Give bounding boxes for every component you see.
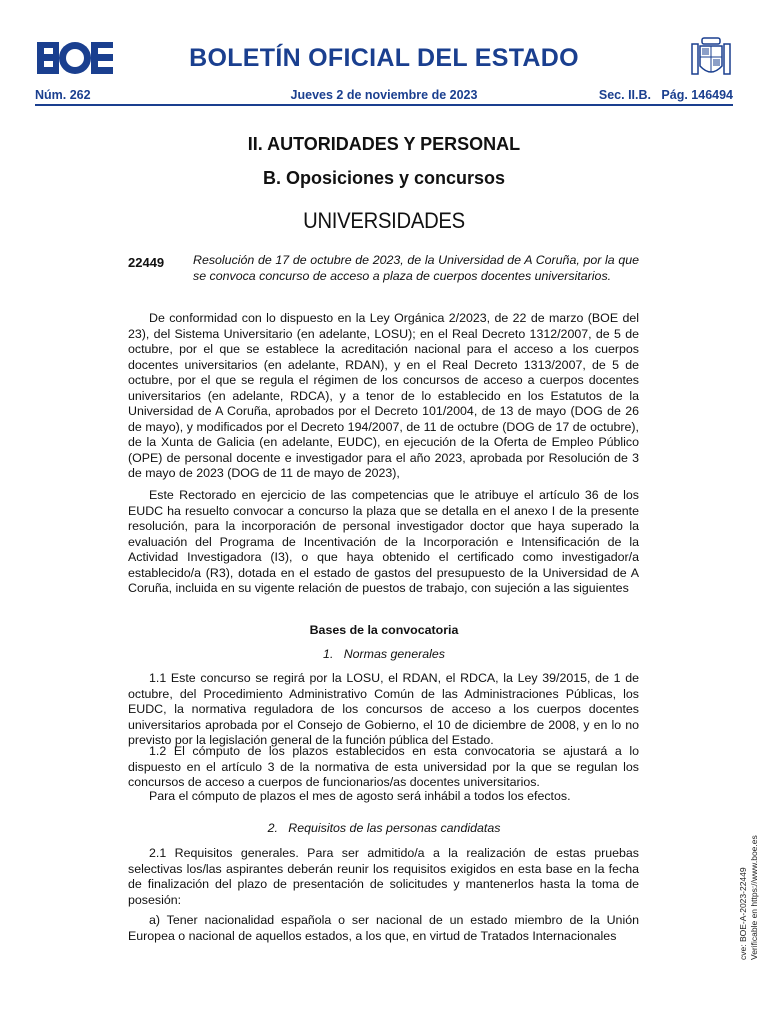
section-2-title: 2. Requisitos de las personas candidatas — [267, 821, 501, 835]
issue-date: Jueves 2 de noviembre de 2023 — [290, 88, 478, 102]
body-paragraph: Este Rectorado en ejercicio de las competencias que le atribuye el artículo 36 de los EUDC ha resuelto convocar a concurso la plaza que se detalla en el anexo I de la presente resolución, para la incorporación de personal investigador doctor que haya superado la evaluación del Programa de Incentivación de la Incorporación e Intensificación de la Actividad Investigadora (I3), o que haya obtenido el certificado como investigador/a establecido/a (R3), dotada en el estado de gastos del presupuesto de la Universidad de A Coruña, incluida en su vigente relación de puestos de trabajo, con sujeción a las siguientes — [128, 488, 639, 595]
subsection-heading: B. Oposiciones y concursos — [262, 168, 506, 188]
body-paragraph: De conformidad con lo dispuesto en la Ley Orgánica 2/2023, de 22 de marzo (BOE del 23), del Sistema Universitario (en adelante, LOSU); en el Real Decreto 1312/2007, de 5 de octubre, por el que se establece la acreditación nacional para el acceso a los cuerpos docentes universitarios (en adelante, RDAN), y en el Real Decreto 1313/2007, de 5 de octubre, por el que se regula el régimen de los concursos de acceso a cuerpos docentes universitarios (en adelante, RDCA), y a tenor de lo establecido en los Estatutos de la Universidad de A Coruña, aprobados por el Decreto 101/2004, de 13 de mayo (DOG de 26 de mayo), y modificados por el Decreto 194/2007, de 11 de octubre (DOG de 17 de octubre), de la Xunta de Galicia (en adelante, EUDC), en ejecución de la Oferta de Empleo Público (OPE) de personal docente e investigador para el año 2023, aprobada por Resolución de 3 de mayo de 2023 (DOG de 11 de mayo de 2023), — [128, 311, 639, 480]
bulletin-title: BOLETÍN OFICIAL DEL ESTADO — [189, 44, 579, 72]
clause-2-1: 2.1 Requisitos generales. Para ser admitido/a a la realización de estas pruebas selectivas los/las aspirantes deberán reunir los requisitos exigidos en esta base en la fecha de finalización del plazo de presentación de solicitudes y mantenerlos hasta la toma de posesión: — [128, 846, 639, 907]
bases-title: Bases de la convocatoria — [309, 623, 459, 637]
organism-heading: UNIVERSIDADES — [303, 208, 465, 233]
coat-of-arms-icon — [690, 36, 732, 80]
document-number: 22449 — [128, 255, 165, 270]
section-1-title: 1. Normas generales — [323, 647, 445, 661]
issue-number: Núm. 262 — [35, 88, 91, 102]
cve-code: cve: BOE-A-2023-22449 — [738, 867, 748, 960]
clause-1-3: Para el cómputo de plazos el mes de agosto será inhábil a todos los efectos. — [149, 789, 571, 803]
verify-link: Verificable en https://www.boe.es — [749, 835, 759, 960]
section-heading: II. AUTORIDADES Y PERSONAL — [247, 134, 521, 154]
clause-1-2: 1.2 El cómputo de los plazos establecidos en esta convocatoria se ajustará a lo dispuesto en el artículo 3 de la normativa de esta universidad por la que se regulan los concursos de acceso a cuerpos de funcionarios/as docentes universitarios. — [128, 744, 639, 789]
section-page: Sec. II.B. Pág. 146494 — [598, 88, 733, 102]
header-rule — [35, 104, 733, 106]
clause-2-a: a) Tener nacionalidad española o ser nacional de un estado miembro de la Unión Europea o nacional de aquellos estados, a los que, en virtud de Tratados Internacionales — [128, 913, 639, 943]
resolution-title: Resolución de 17 de octubre de 2023, de la Universidad de A Coruña, por la que se convoca concurso de acceso a plaza de cuerpos docentes universitarios. — [193, 253, 639, 283]
verification-sidebar — [738, 820, 768, 960]
clause-1-1: 1.1 Este concurso se regirá por la LOSU, el RDAN, el RDCA, la Ley 39/2015, de 1 de octubre, del Procedimiento Administrativo Común de las Administraciones Públicas, los EUDC, la normativa reguladora de los concursos de acceso a los cuerpos docentes universitarios aprobada por el Consejo de Gobierno, el 10 de diciembre de 2008, y en lo no previsto por la legislación general de la función pública del Estado. — [128, 671, 639, 747]
